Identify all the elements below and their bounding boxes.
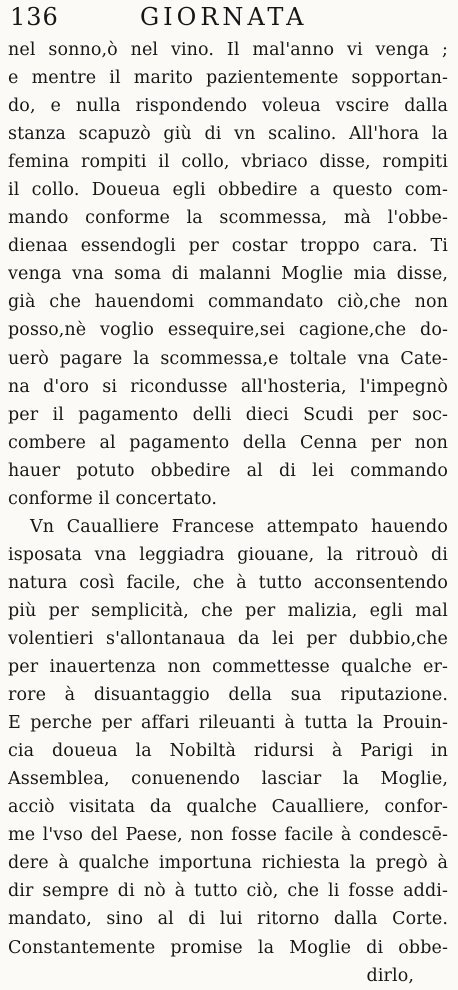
text-line: più per semplicità, che per malizia, egli mal [8, 600, 448, 621]
text-line: il collo. Doueua egli obbedire a questo com- [8, 180, 448, 201]
text-line: e mentre il marito pazientemente sopportan- [8, 68, 448, 89]
body-text [8, 36, 448, 990]
text-line: Assemblea, conuenendo lasciar la Moglie, [8, 769, 448, 790]
text-line: me l'vso del Paese, non fosse facile à condescē- [8, 825, 448, 846]
text-line: Constantemente promise la Moglie di obbe- [8, 937, 448, 958]
text-line: nel sonno,ò nel vino. Il mal'anno vi venga ; [8, 40, 448, 60]
text-line: hauer potuto obbedire al di lei commando [8, 460, 448, 481]
text-line: stanza scapuzò giù di vn scalino. All'hora la [8, 124, 448, 145]
page-number: 136 [10, 3, 59, 31]
text-line: isposata vna leggiadra giouane, la ritrouò di [8, 544, 448, 565]
text-line: già che hauendomi commandato ciò,che non [8, 292, 448, 313]
catchword-line: dirlo, [366, 965, 414, 986]
text-line: combere al pagamento della Cenna per non [8, 432, 448, 453]
text-line: volentieri s'allontanaua da lei per dubbio,che [8, 628, 448, 649]
paragraph-start-line: Vn Caualliere Francese attempato hauendo [30, 516, 448, 537]
text-line: mandato, sino al di lui ritorno dalla Corte. [8, 909, 448, 930]
text-line: dere à qualche importuna richiesta la pregò à [8, 853, 448, 874]
page-header [0, 0, 458, 34]
text-line: uerò pagare la scommessa,e toltale vna Cate- [8, 348, 448, 369]
text-line: acciò visitata da qualche Caualliere, confor- [8, 797, 448, 818]
text-line: dir sempre di nò à tutto ciò, che li fosse addi- [8, 881, 448, 902]
text-line: do, e nulla rispondendo voleua vscire dalla [8, 96, 448, 117]
running-title: GIORNATA [140, 3, 308, 31]
text-line: posso,nè voglio essequire,sei cagione,che do- [8, 320, 448, 341]
text-line: E perche per affari rileuanti à tutta la Prouin- [8, 713, 448, 734]
text-line: femina rompiti il collo, vbriaco disse, rompiti [8, 152, 448, 173]
text-line: venga vna soma di malanni Moglie mia disse, [8, 264, 448, 285]
text-line: per il pagamento delli dieci Scudi per soc- [8, 404, 448, 425]
text-line: cia doueua la Nobiltà ridursi à Parigi in [8, 741, 448, 762]
text-line: natura così facile, che à tutto acconsentendo [8, 572, 448, 593]
text-line: mando conforme la scommessa, mà l'obbe- [8, 208, 448, 229]
text-line: rore à disuantaggio della sua riputazione. [8, 685, 448, 706]
text-line: dienaa essendogli per costar troppo cara. Ti [8, 236, 448, 257]
text-line: conforme il concertato. [8, 488, 217, 509]
text-line: per inauertenza non commettesse qualche er- [8, 657, 448, 678]
text-line: na d'oro si ricondusse all'hosteria, l'impegnò [8, 376, 448, 397]
